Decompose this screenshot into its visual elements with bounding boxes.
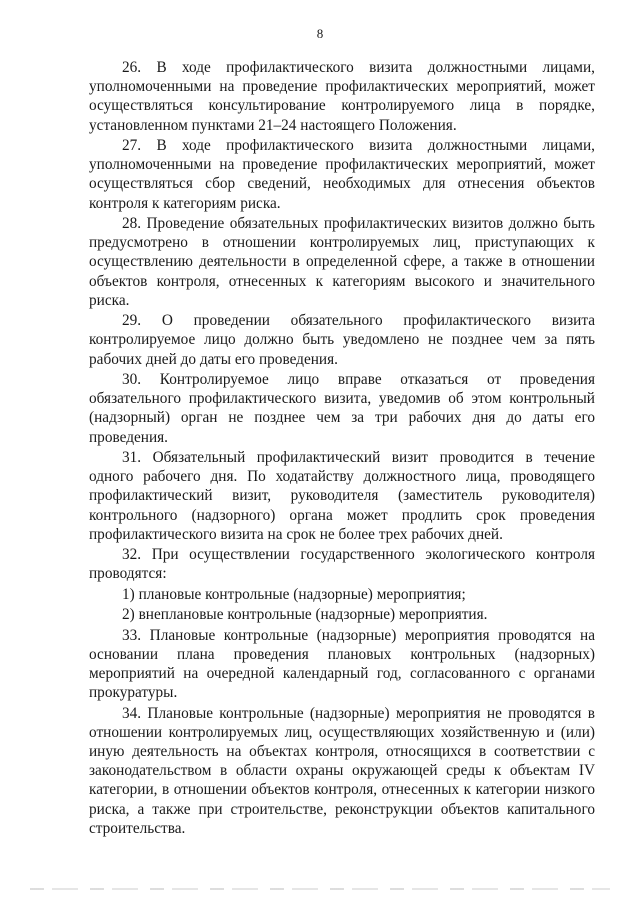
page-number: 8 — [316, 26, 324, 41]
paragraph-30: 30. Контролируемое лицо вправе отказаться от проведения обязательного профилактического визита, уведомив об этом контрольный (надзорный) орган не позднее чем за три рабочих дня до даты его проведения. — [89, 371, 595, 446]
scan-artifact-line — [30, 888, 610, 890]
list-item-2: 2) внеплановые контрольные (надзорные) мероприятия. — [122, 606, 488, 624]
paragraph-33: 33. Плановые контрольные (надзорные) мероприятия проводятся на основании плана проведения плановых контрольных (надзорных) мероприятий на очередной календарный год, согласованного с органами прокуратуры. — [89, 626, 595, 702]
paragraph-26: 26. В ходе профилактического визита должностными лицами, уполномоченными на проведение профилактических мероприятий, может осуществляться консультирование контролируемого лица в порядке, установленном пунктами 21–24 настоящего Положения. — [89, 59, 595, 134]
paragraph-27: 27. В ходе профилактического визита должностными лицами, уполномоченными на проведение профилактических мероприятий, может осуществляться сбор сведений, необходимых для отнесения объектов контроля к категориям риска. — [89, 137, 595, 212]
document-body — [89, 58, 595, 838]
paragraph-28: 28. Проведение обязательных профилактических визитов должно быть предусмотрено в отношении контролируемых лиц, приступающих к осуществлению деятельности в определенной сфере, а также в отношении объектов контроля, отнесенных к категориям высокого и значительного риска. — [89, 215, 595, 309]
paragraph-34: 34. Плановые контрольные (надзорные) мероприятия не проводятся в отношении контролируемых лиц, осуществляющих хозяйственную и (или) иную деятельность на объектах контроля, относящихся в соответствии с законодательством в области охраны окружающей среды к объектам IV категории, в отношении объектов контроля, отнесенных к категории низкого риска, а также при строительстве, реконструкции объектов капитального строительства. — [89, 704, 595, 837]
paragraph-32: 32. При осуществлении государственного экологического контроля проводятся: — [89, 546, 595, 583]
paragraph-31: 31. Обязательный профилактический визит проводится в течение одного рабочего дня. По ходатайству должностного лица, проводящего профилактический визит, руководителя (заместитель руководителя) контрольного (надзорного) органа может продлить срок проведения профилактического визита на срок не более трех рабочих дней. — [89, 449, 595, 543]
list-item-1: 1) плановые контрольные (надзорные) мероприятия; — [122, 585, 466, 603]
paragraph-29: 29. О проведении обязательного профилактического визита контролируемое лицо должно быть уведомлено не позднее чем за пять рабочих дней до даты его проведения. — [89, 312, 595, 368]
